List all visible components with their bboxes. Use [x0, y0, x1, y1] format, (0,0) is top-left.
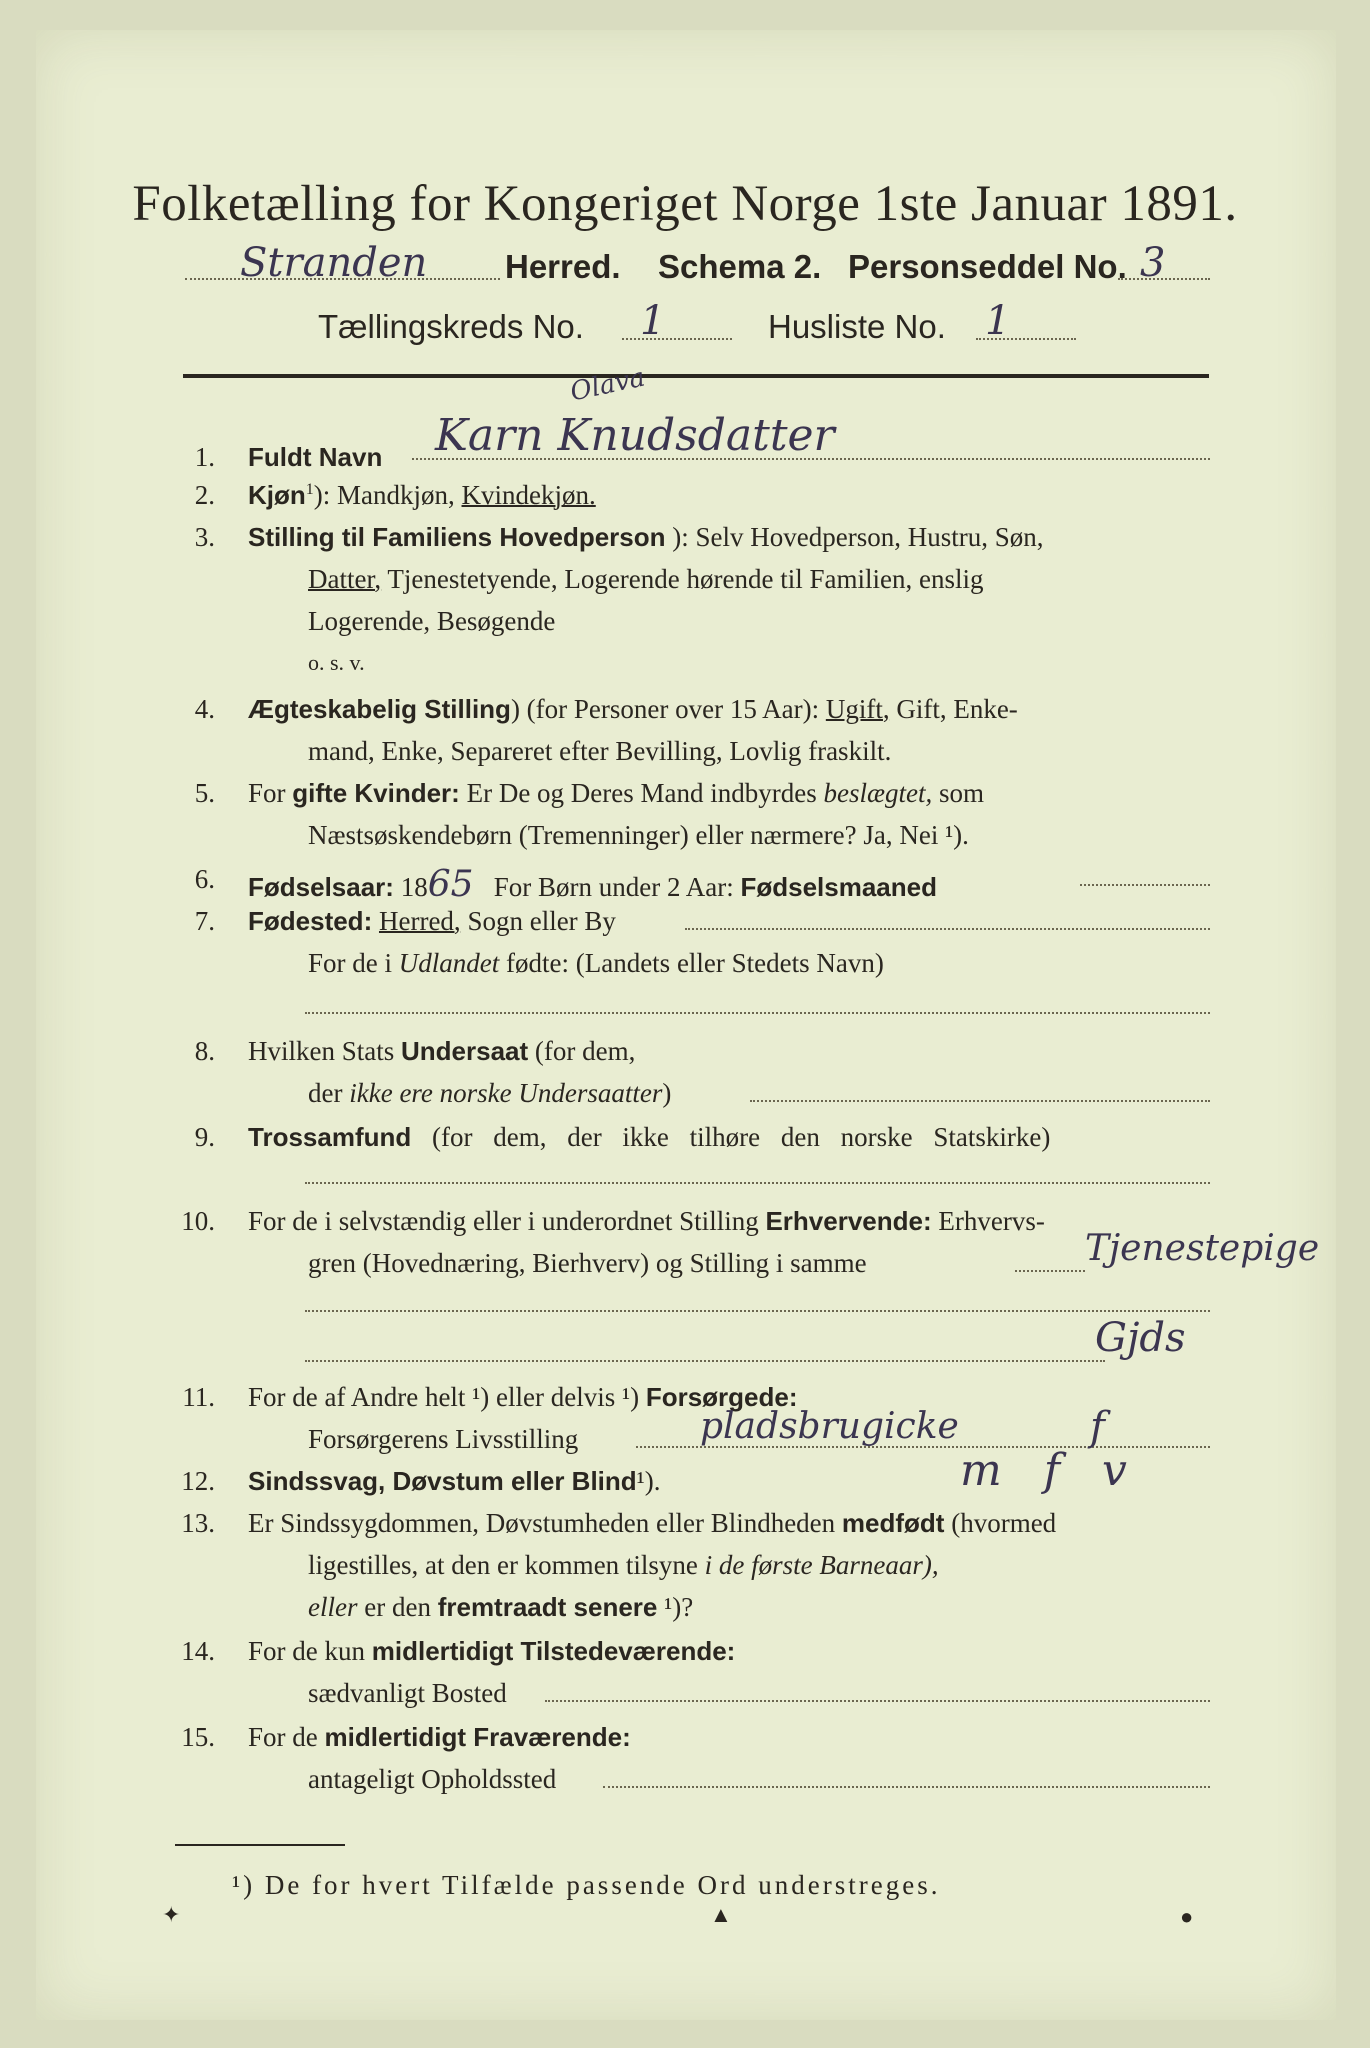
q5-label: gifte Kvinder: — [292, 778, 460, 808]
q6-mid: For Børn under 2 Aar: — [493, 872, 734, 902]
herred-label: Herred. — [505, 248, 621, 285]
q3-line1 — [248, 522, 1044, 553]
q12-answer[interactable]: m f v — [960, 1445, 1141, 1496]
q8-dotline — [750, 1100, 1210, 1102]
q15-number: 15. — [181, 1722, 215, 1752]
q6-number: 6. — [194, 864, 215, 894]
q8-line1-b: (for dem, — [534, 1036, 636, 1066]
q13-line3 — [308, 1592, 693, 1623]
q9-number: 9. — [194, 1122, 215, 1152]
husliste-label: Husliste No. — [768, 308, 946, 345]
q8-line2-italic: ikke ere norske Undersaatter — [349, 1078, 663, 1108]
q4-line1 — [248, 694, 1018, 725]
personseddel-value[interactable]: 3 — [1140, 240, 1166, 286]
q5-line1-italic: beslægtet, — [823, 778, 933, 808]
q11-line1-a: For de af Andre helt ¹) eller delvis ¹) — [248, 1382, 640, 1412]
q5-number: 5. — [194, 778, 215, 808]
q13-label2: fremtraadt senere — [437, 1592, 658, 1622]
q3-line2 — [308, 564, 983, 595]
q6-answer[interactable]: 65 — [427, 864, 474, 905]
q13-line1 — [248, 1508, 1056, 1539]
q10-answer1[interactable]: Tjenestepige — [1085, 1228, 1320, 1269]
q3-line2-rest: Tjenestetyende, Logerende hørende til Familien, enslig — [387, 564, 984, 594]
q4-line1-tail: Gift, Enke- — [896, 694, 1018, 724]
q8-label: Undersaat — [401, 1036, 529, 1066]
q1-label: Fuldt Navn — [248, 442, 383, 472]
footnote-rule — [175, 1844, 345, 1846]
punch-mark-left-icon: ✦ — [162, 1902, 181, 1927]
q10-number: 10. — [181, 1206, 215, 1236]
q3-line4: o. s. v. — [308, 650, 365, 675]
q13-line2 — [308, 1550, 939, 1581]
q6-dotline — [1080, 884, 1210, 886]
q7-selected[interactable]: Herred, — [378, 906, 461, 936]
q3-line3: Logerende, Besøgende — [308, 606, 556, 636]
q11-line2: Forsørgerens Livsstilling — [308, 1424, 579, 1454]
q12-number: 12. — [181, 1466, 215, 1496]
q6-prefix: 18 — [400, 872, 428, 902]
q4-number: 4. — [194, 694, 215, 724]
punch-mark-right-icon: ● — [1180, 1904, 1194, 1929]
q1-answer[interactable]: Karn Knudsdatter — [435, 410, 835, 461]
q5-line1-a: For — [248, 778, 286, 808]
q6-line — [248, 864, 937, 905]
q13-line2-italic: i de første Barneaar), — [704, 1550, 939, 1580]
kreds-dotline — [622, 338, 732, 340]
q9-line — [248, 1122, 1050, 1153]
q6-label: Fødselsaar: — [248, 872, 394, 902]
q15-line2: antageligt Opholdssted — [308, 1764, 557, 1794]
q10-dotline3 — [305, 1360, 1105, 1362]
q13-line1-b: (hvormed — [951, 1508, 1057, 1538]
header-rule — [183, 374, 1209, 378]
q10-dotline2 — [305, 1310, 1210, 1312]
q7-answer-dotline[interactable] — [305, 1012, 1210, 1014]
herred-value[interactable]: Stranden — [240, 240, 428, 286]
q6-label2: Fødselsmaaned — [740, 872, 937, 902]
q3-line1-rest: ): Selv Hovedperson, Hustru, Søn, — [672, 522, 1044, 552]
q14-line1-a: For de kun — [248, 1636, 365, 1666]
q7-line2 — [308, 948, 884, 979]
punch-mark-center-icon: ▲ — [710, 1902, 732, 1927]
q12-label: Sindssvag, Døvstum eller Blind — [248, 1466, 637, 1496]
q13-number: 13. — [181, 1508, 215, 1538]
kreds-label: Tællingskreds No. — [318, 308, 584, 345]
q15-label: midlertidigt Fraværende: — [324, 1722, 631, 1752]
q10-line1 — [248, 1206, 1045, 1237]
q5-line1-b: Er De og Deres Mand indbyrdes — [466, 778, 817, 808]
q7-line1 — [248, 906, 616, 937]
q8-line1 — [248, 1036, 635, 1067]
q8-number: 8. — [194, 1036, 215, 1066]
q7-dotline — [685, 928, 1210, 930]
q2-number: 2. — [194, 480, 215, 510]
q10-line1-a: For de i selvstændig eller i underordnet Stilling — [248, 1206, 759, 1236]
q4-line1-rest: ) (for Personer over 15 Aar): — [510, 694, 820, 724]
footnote-text: ¹) De for hvert Tilfælde passende Ord understreges. — [232, 1870, 941, 1900]
q2-text — [248, 480, 596, 511]
q1-number: 1. — [194, 442, 215, 472]
q12-rest: ¹). — [636, 1466, 661, 1496]
form-sheet — [36, 30, 1336, 2020]
personseddel-label: Personseddel No. — [848, 248, 1127, 285]
schema-label: Schema 2. — [658, 248, 822, 285]
q8-line2 — [308, 1078, 671, 1109]
q3-selected[interactable]: Datter, — [308, 564, 382, 594]
q5-line1-c: som — [939, 778, 985, 808]
form-title: Folketælling for Kongeriget Norge 1ste Januar 1891. — [132, 176, 1238, 232]
q13-line3-b: er den — [364, 1592, 431, 1622]
q7-number: 7. — [194, 906, 215, 936]
q7-line2-b: fødte: (Landets eller Stedets Navn) — [506, 948, 884, 978]
q9-rest: (for dem, der ikke tilhøre den norske Statskirke) — [432, 1122, 1051, 1152]
q13-line2-a: ligestilles, at den er kommen tilsyne — [308, 1550, 698, 1580]
q14-number: 14. — [181, 1636, 215, 1666]
q7-line2-italic: Udlandet — [398, 948, 500, 978]
q10-answer2[interactable]: Gjds — [1095, 1315, 1186, 1361]
q8-line2-b: ) — [662, 1078, 672, 1108]
q5-line2: Næstsøskendebørn (Tremenninger) eller nærmere? Ja, Nei ¹). — [308, 820, 969, 850]
q15-line1 — [248, 1722, 631, 1753]
q14-dotline[interactable] — [545, 1700, 1210, 1702]
q5-line1 — [248, 778, 984, 809]
q13-line1-a: Er Sindssygdommen, Døvstumheden eller Blindheden — [248, 1508, 836, 1538]
q15-line1-a: For de — [248, 1722, 318, 1752]
q12-line — [248, 1466, 661, 1497]
q13-label: medfødt — [841, 1508, 945, 1538]
q13-line3-italic: eller — [308, 1592, 358, 1622]
q3-number: 3. — [194, 522, 215, 552]
husliste-value[interactable]: 1 — [985, 298, 1011, 344]
q13-line3-c: ¹)? — [664, 1592, 694, 1622]
q11-answer-tail[interactable]: f — [1090, 1404, 1105, 1450]
q4-line2: mand, Enke, Separeret efter Bevilling, Lovlig fraskilt. — [308, 736, 892, 766]
q2-label: Kjøn — [248, 480, 306, 510]
q9-answer-dotline[interactable] — [305, 1182, 1210, 1184]
q3-label: Stilling til Familiens Hovedperson — [248, 522, 666, 552]
q14-line2: sædvanligt Bosted — [308, 1678, 507, 1708]
q7-line2-a: For de i — [308, 948, 392, 978]
q4-label: Ægteskabelig Stilling — [248, 694, 511, 724]
q7-rest: Sogn eller By — [467, 906, 616, 936]
q8-line2-a: der — [308, 1078, 343, 1108]
q2-sup: 1 — [305, 481, 314, 498]
q15-dotline[interactable] — [603, 1786, 1210, 1788]
q4-selected[interactable]: Ugift, — [825, 694, 890, 724]
q11-label: Forsørgede: — [645, 1382, 798, 1412]
q7-label: Fødested: — [248, 906, 373, 936]
q2-rest: ): Mandkjøn, — [313, 480, 455, 510]
q9-label: Trossamfund — [248, 1122, 412, 1152]
q10-dotline — [1015, 1270, 1085, 1272]
kreds-value[interactable]: 1 — [640, 298, 666, 344]
q10-label: Erhvervende: — [765, 1206, 932, 1236]
q1-insert[interactable]: Olava — [567, 362, 648, 408]
q8-line1-a: Hvilken Stats — [248, 1036, 395, 1066]
q14-line1 — [248, 1636, 735, 1667]
q10-line2: gren (Hovednæring, Bierhverv) og Stilling i samme — [308, 1248, 867, 1278]
q2-option[interactable]: Kvindekjøn. — [461, 480, 596, 510]
q14-label: midlertidigt Tilstedeværende: — [371, 1636, 736, 1666]
q11-answer[interactable]: pladsbrugicke — [700, 1406, 959, 1447]
q11-number: 11. — [182, 1382, 215, 1412]
q10-line1-b: Erhvervs- — [938, 1206, 1045, 1236]
